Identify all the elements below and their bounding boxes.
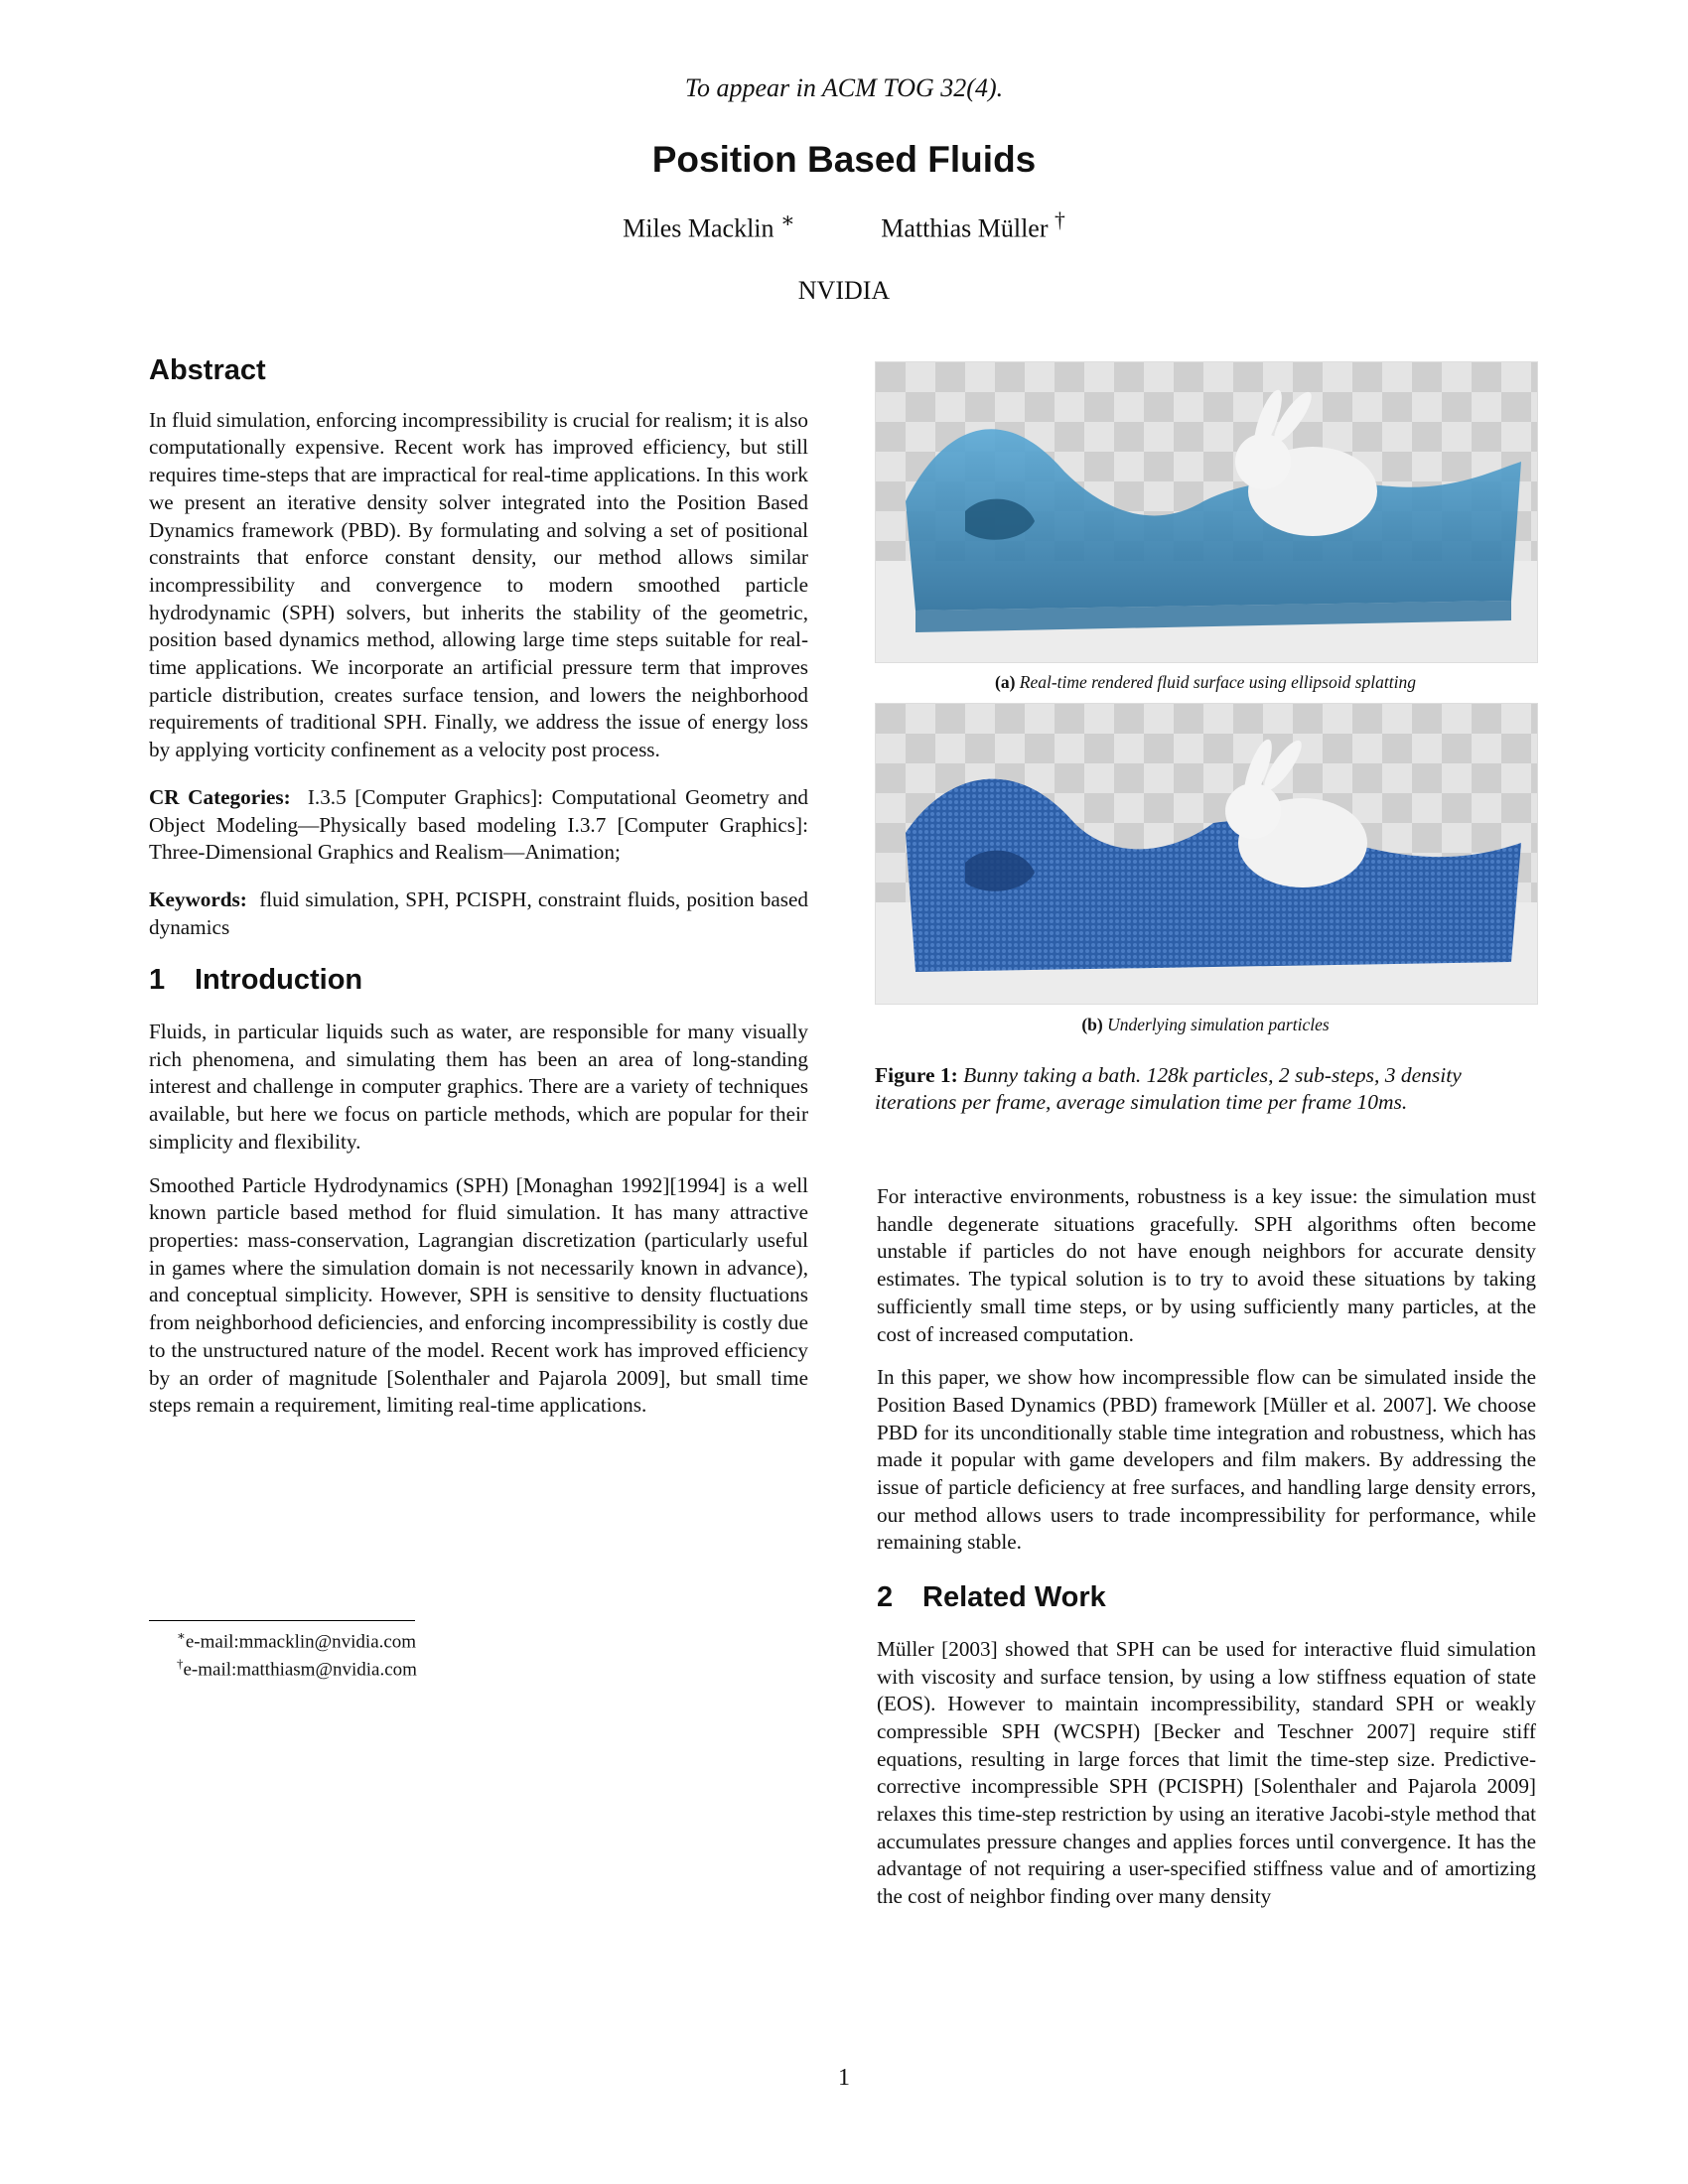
keywords — [149, 887, 808, 941]
authors — [0, 208, 1688, 244]
author-2-name: Matthias Müller — [881, 213, 1049, 243]
figure-1b-label: (b) — [1081, 1015, 1103, 1034]
footnote-1-text: e-mail:mmacklin@nvidia.com — [185, 1631, 417, 1653]
related-title: Related Work — [922, 1581, 1106, 1614]
right-paragraph-1: For interactive environments, robustness is a key issue: the simulation must handle degenerate situations gracefully. SPH algorithms often become unstable if particles do not have enough neighbors for accurate density estimates. The typical solution is to try to avoid these situations by taking sufficiently small time steps, or by using sufficiently many particles, at the cost of increased computation. — [877, 1184, 1536, 1346]
related-paragraph-1: Müller [2003] showed that SPH can be used for interactive fluid simulation with viscosity and surface tension, by using a low stiffness equation of state (EOS). However to maintain incompressibility, standard SPH or weakly compressible SPH (WCSPH) [Becker and Teschner 2007] require stiff equations, resulting in large forces that limit the time-step size. Predictive-corrective incompressible SPH (PCISPH) [Solenthaler and Pajarola 2009] relaxes this time-step restriction by using an iterative Jacobi-style method that accumulates pressure changes and applies forces until convergence. It has the advantage of not requiring a user-specified stiffness value and of amortizing the cost of neighbor finding over many density — [877, 1636, 1536, 1909]
figure-1a-caption — [875, 672, 1536, 693]
related-heading — [877, 1581, 1536, 1614]
figure-1-caption — [875, 1062, 1536, 1116]
intro-title: Introduction — [195, 964, 363, 997]
footnote-rule — [149, 1620, 415, 1621]
footnote-1 — [177, 1628, 416, 1653]
right-column — [877, 1183, 1536, 1927]
paper-title: Position Based Fluids — [651, 139, 1037, 180]
figure-1a-text: Real-time rendered fluid surface using ellipsoid splatting — [1019, 672, 1416, 692]
intro-heading — [149, 964, 808, 997]
footnote-2-mark: † — [177, 1656, 184, 1671]
author-1-mark: ∗ — [780, 208, 795, 232]
cr-categories — [149, 784, 808, 867]
figure-1b-caption — [875, 1015, 1536, 1035]
right-paragraph-2: In this paper, we show how incompressible flow can be simulated inside the Position Based Dynamics (PBD) framework [Müller et al. 2007]. We choose PBD for its unconditionally stable time integration and robustness, which has made it popular with game developers and film makers. By addressing the issue of particle deficiency at free surfaces, and handling large density errors, our method allows users to trade incompressibility for performance, while remaining stable. — [877, 1365, 1536, 1555]
author-1 — [623, 208, 795, 244]
figure-1b-text: Underlying simulation particles — [1107, 1015, 1330, 1034]
intro-paragraph-1: Fluids, in particular liquids such as water, are responsible for many visually rich phenomena, and simulating them has been an area of long-standing interest and challenge in computer graphics. There are a variety of techniques available, but here we focus on particle methods, which are popular for their simplicity and flexibility. — [149, 1020, 808, 1154]
author-2-mark: † — [1055, 208, 1065, 232]
figure-1a-image — [875, 361, 1538, 663]
keywords-label: Keywords: — [149, 887, 247, 911]
footnote-2 — [177, 1656, 417, 1681]
intro-paragraph-2: Smoothed Particle Hydrodynamics (SPH) [Monaghan 1992][1994] is a well known particle based method for fluid simulation. It has many attractive properties: mass-conservation, Lagrangian discretization (particularly useful in games where the simulation domain is not necessarily known in advance), and conceptual simplicity. However, SPH is sensitive to density fluctuations from neighborhood deficiencies, and enforcing incompressibility is costly due to the unstructured nature of the model. Recent work has improved efficiency by an order of magnitude [Solenthaler and Pajarola 2009], but small time steps remain a requirement, limiting real-time applications. — [149, 1172, 808, 1418]
figure-1-caption-label: Figure 1: — [875, 1063, 958, 1087]
figure-1-caption-text: Bunny taking a bath. 128k particles, 2 sub-steps, 3 density iterations per frame, average simulation time per frame 10ms. — [875, 1063, 1462, 1114]
cr-categories-label: CR Categories: — [149, 784, 291, 809]
page-number: 1 — [838, 2065, 850, 2091]
abstract-text: In fluid simulation, enforcing incompressibility is crucial for realism; it is also computationally expensive. Recent work has improved efficiency, but still requires time-steps that are impractical for real-time applications. In this work we present an iterative density solver integrated into the Position Based Dynamics framework (PBD). By formulating and solving a set of positional constraints that enforce constant density, our method allows similar incompressibility and convergence to modern smoothed particle hydrodynamic (SPH) solvers, but inherits the stability of the geometric, position based dynamics method, allowing large time steps suitable for real-time applications. We incorporate an artificial pressure term that improves particle distribution, creates surface tension, and lowers the neighborhood requirements of traditional SPH. Finally, we address the issue of energy loss by applying vorticity confinement as a velocity post process. — [149, 407, 808, 762]
author-2 — [881, 208, 1065, 244]
footnote-1-mark: ∗ — [177, 1628, 186, 1643]
keywords-text: fluid simulation, SPH, PCISPH, constraint fluids, position based dynamics — [149, 887, 809, 939]
intro-num: 1 — [149, 964, 166, 997]
author-1-name: Miles Macklin — [623, 213, 774, 243]
left-column — [149, 354, 809, 1435]
footnote-2-text: e-mail:matthiasm@nvidia.com — [183, 1659, 417, 1681]
cr-categories-text: I.3.5 [Computer Graphics]: Computational Geometry and Object Modeling—Physically based modeling I.3.7 [Computer Graphics]: Three-Dimensional Graphics and Realism—Animation; — [149, 784, 809, 865]
related-num: 2 — [877, 1581, 894, 1614]
figure-1a-label: (a) — [995, 672, 1016, 692]
abstract-heading: Abstract — [149, 354, 266, 386]
figure-1b-image — [875, 703, 1538, 1005]
venue-line: To appear in ACM TOG 32(4). — [684, 73, 1004, 102]
affiliation: NVIDIA — [797, 276, 891, 305]
